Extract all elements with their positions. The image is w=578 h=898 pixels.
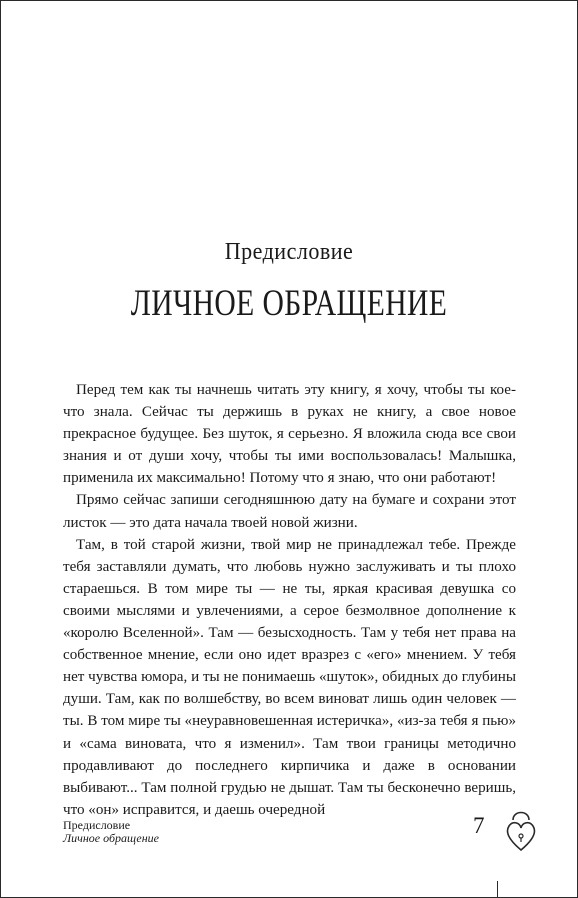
chapter-title: ЛИЧНОЕ ОБРАЩЕНИЕ xyxy=(130,283,448,324)
page-edge-mark xyxy=(497,881,498,897)
body-text xyxy=(63,379,516,821)
page-number: 7 xyxy=(473,813,485,838)
footer-chapter: Личное обращение xyxy=(63,831,159,845)
footer-section: Предисловие xyxy=(63,818,131,832)
section-label: Предисловие xyxy=(224,239,354,265)
running-footer xyxy=(63,819,159,845)
paragraph-3: Там, в той старой жизни, твой мир не принадлежал тебе. Прежде тебя заставляли думать, что любовь нужно заслуживать и ты плохо стараешься. В том мире ты — не ты, яркая красивая девушка со своими мыслями и увлечениями, а серое безмолвное дополнение к «королю Вселенной». Там — безысходность. Там у тебя нет права на собственное мнение, если оно идет вразрез с «его» мнением. У тебя нет чувства юмора, и ты не понимаешь «шуток», обидных до глубины души. Там, как по волшебству, во всем виноват лишь один человек — ты. В том мире ты «неуравновешенная истеричка», «из-за тебя я пью» и «сама виновата, что я изменил». Там твои границы методично продавливают до последнего кирпичика и даже в основании выбивают... Там полной грудью не дышат. Там ты бесконечно веришь, что «он» исправится, и даешь очередной xyxy=(63,536,516,818)
paragraph-2: Прямо сейчас запиши сегодняшнюю дату на бумаге и сохрани этот листок — это дата начала твоей новой жизни. xyxy=(63,492,516,531)
heart-lock-icon xyxy=(501,806,541,852)
paragraph-1: Перед тем как ты начнешь читать эту книгу, я хочу, чтобы ты кое-что знала. Сейчас ты держишь в руках не книгу, а свое новое прекрасное будущее. Без шуток, я серьезно. Я вложила сюда все свои знания и от души хочу, чтобы ты ими воспользовалась! Малышка, применила их максимально! Потому что я знаю, что они работают! xyxy=(63,382,516,487)
